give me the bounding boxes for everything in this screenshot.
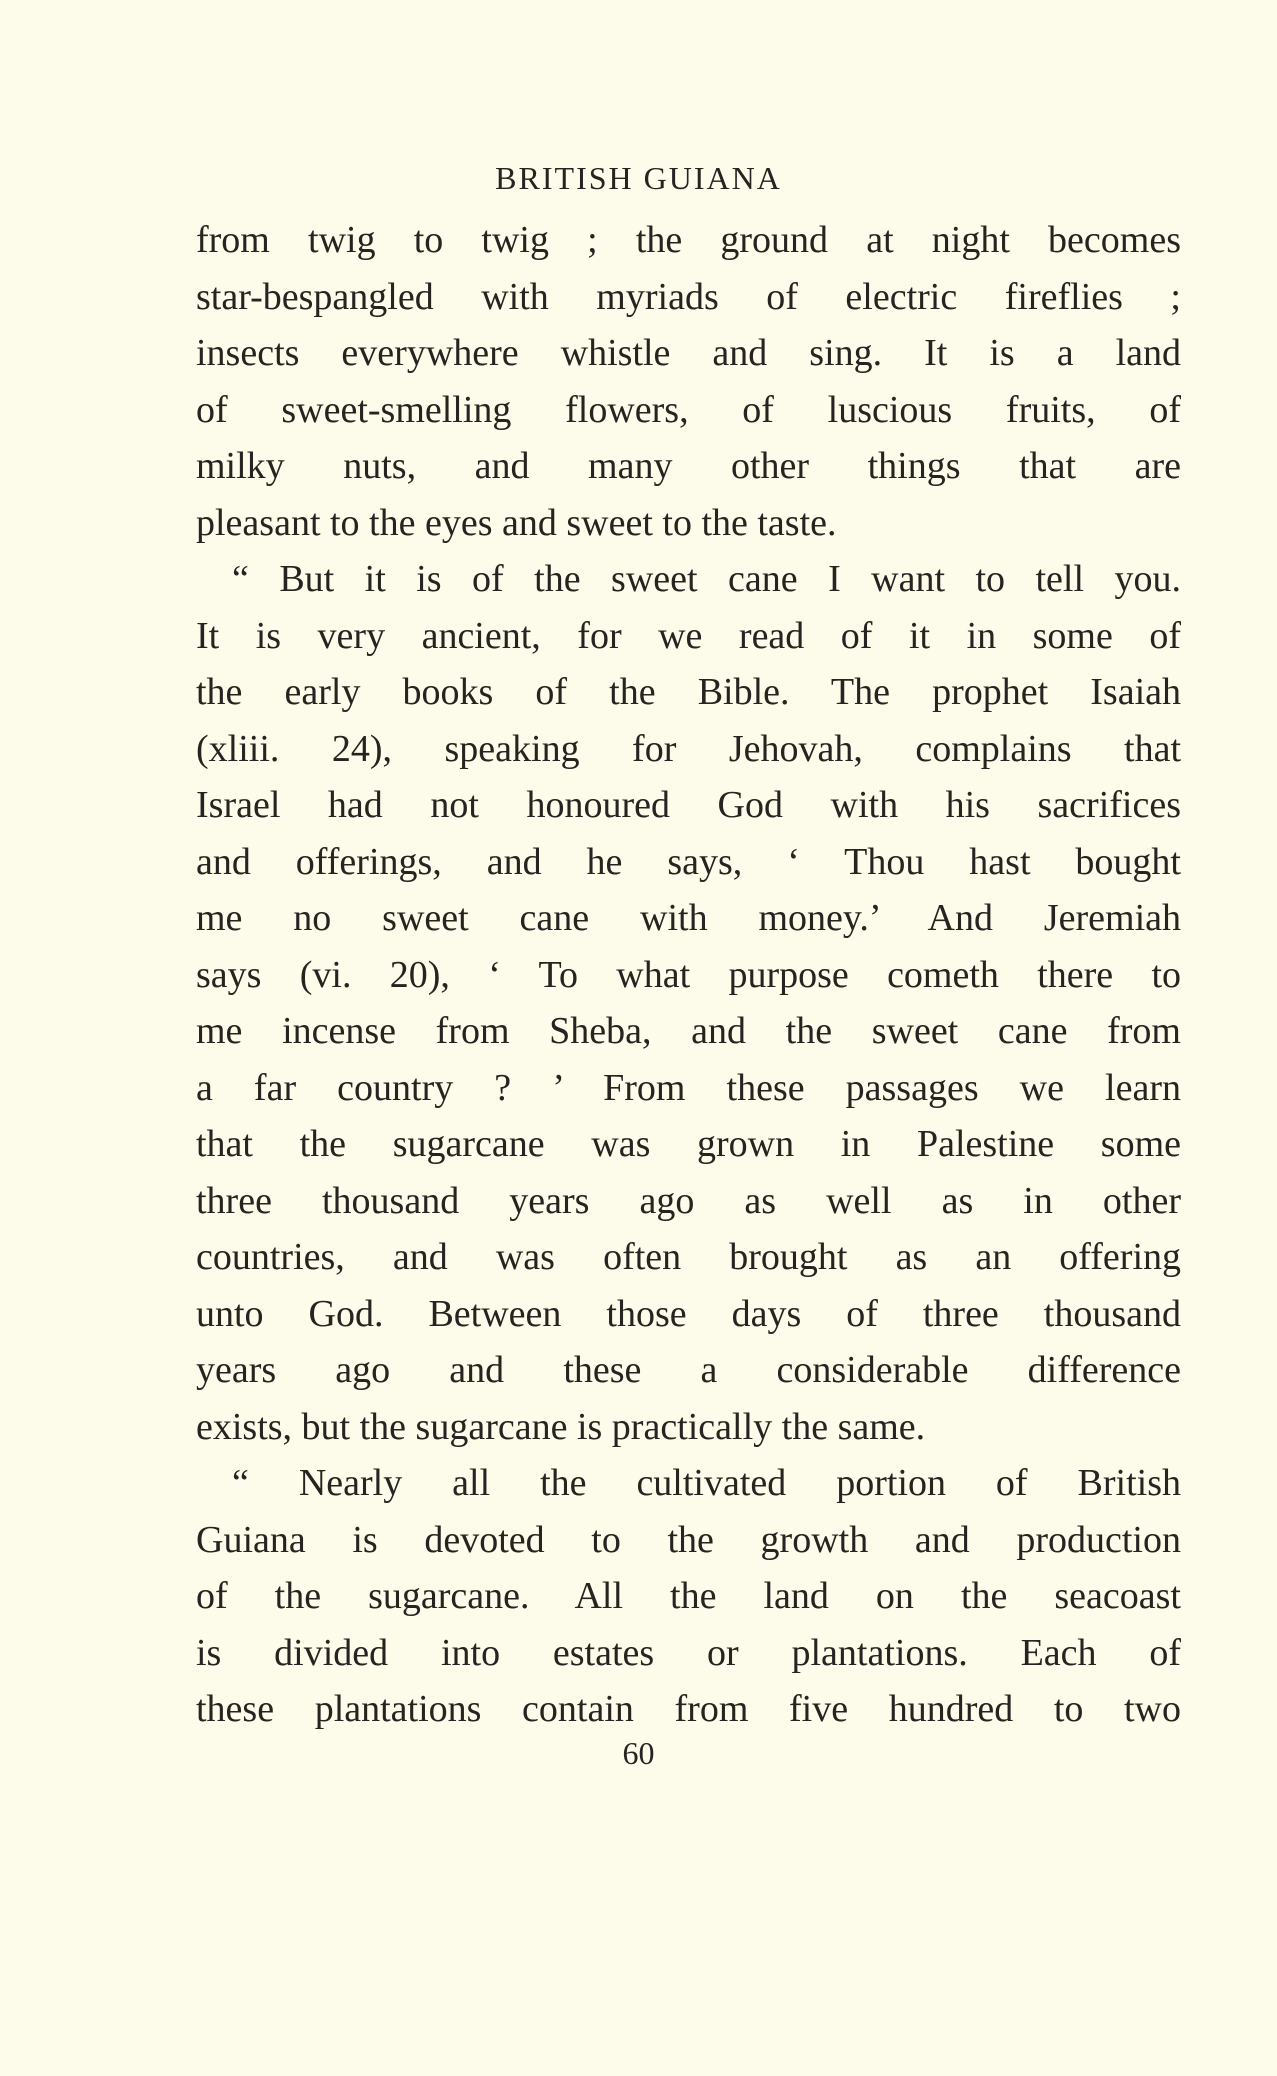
text-line: years ago and these a considerable difference — [196, 1349, 1181, 1391]
text-line: countries, and was often brought as an offering — [196, 1236, 1181, 1278]
text-line: a far country ? ’ From these passages we learn — [196, 1066, 1181, 1109]
text-line: “ But it is of the sweet cane I want to tell you. — [232, 558, 1181, 600]
text-line: exists, but the sugarcane is practically the same. — [196, 1405, 926, 1448]
text-line: insects everywhere whistle and sing. It is a land — [196, 332, 1181, 374]
text-line: the early books of the Bible. The prophet Isaiah — [196, 671, 1181, 713]
text-line: pleasant to the eyes and sweet to the taste. — [196, 501, 837, 544]
page-number: 60 — [622, 1735, 655, 1771]
text-line: “ Nearly all the cultivated portion of British — [232, 1462, 1181, 1504]
text-line: me no sweet cane with money.’ And Jeremiah — [196, 897, 1181, 939]
text-line: from twig to twig ; the ground at night becomes — [196, 219, 1181, 261]
text-line: is divided into estates or plantations. Each of — [196, 1631, 1181, 1674]
text-line: star-bespangled with myriads of electric fireflies ; — [196, 275, 1181, 318]
text-line: of the sugarcane. All the land on the seacoast — [196, 1575, 1181, 1617]
text-line: says (vi. 20), ‘ To what purpose cometh there to — [196, 953, 1181, 996]
text-line: three thousand years ago as well as in other — [196, 1179, 1181, 1222]
text-line: me incense from Sheba, and the sweet cane from — [196, 1010, 1181, 1052]
body-text — [196, 212, 1181, 1738]
text-line: Israel had not honoured God with his sacrifices — [196, 784, 1181, 826]
text-line: these plantations contain from five hundred to two — [196, 1688, 1181, 1730]
text-line: unto God. Between those days of three thousand — [196, 1292, 1181, 1335]
text-line: that the sugarcane was grown in Palestine some — [196, 1123, 1181, 1165]
text-line: Guiana is devoted to the growth and production — [196, 1518, 1181, 1561]
text-line: It is very ancient, for we read of it in some of — [196, 614, 1181, 657]
running-head: BRITISH GUIANA — [495, 160, 782, 196]
text-line: milky nuts, and many other things that are — [196, 445, 1181, 487]
text-line: and offerings, and he says, ‘ Thou hast bought — [196, 840, 1181, 883]
text-line: (xliii. 24), speaking for Jehovah, complains that — [196, 727, 1181, 770]
text-line: of sweet-smelling flowers, of luscious fruits, of — [196, 388, 1181, 431]
